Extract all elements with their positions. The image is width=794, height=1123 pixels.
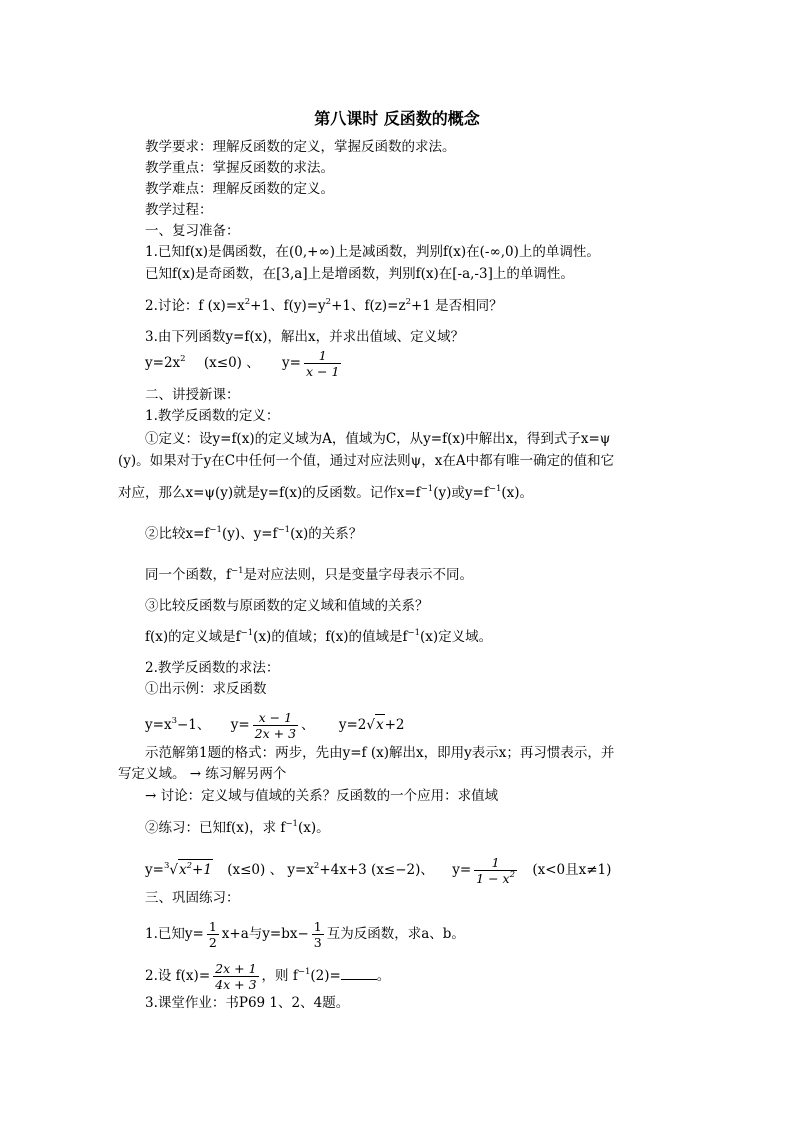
text: +1、f(z)=z	[331, 298, 406, 314]
section-heading-review: 一、复习准备：	[145, 223, 240, 239]
text: y=	[282, 355, 301, 371]
numerator: x − 1	[258, 710, 293, 725]
text: 2.设 f(x)=	[145, 968, 211, 984]
text: (2)=	[310, 968, 341, 984]
teaching-key-point: 教学重点：掌握反函数的求法。	[145, 160, 334, 176]
superscript: 2	[509, 870, 516, 880]
text: −1、	[176, 717, 211, 733]
compare-domain-question: ③比较反函数与原函数的定义域和值域的关系？	[145, 598, 429, 614]
teaching-requirement: 教学要求：理解反函数的定义，掌握反函数的求法。	[145, 139, 456, 155]
superscript: −1	[231, 566, 244, 576]
page-title: 第八课时 反函数的概念	[314, 109, 480, 128]
superscript: 2	[244, 297, 251, 307]
text: (x)。	[297, 820, 330, 836]
homework-line: 3.课堂作业：书P69 1、2、4题。	[145, 995, 350, 1011]
denominator: 2	[208, 935, 217, 950]
review-item-3-equations	[145, 348, 344, 379]
text: 、	[301, 717, 315, 733]
same-function-note	[145, 565, 473, 585]
topic-2-heading: 2.教学反函数的求法：	[145, 660, 280, 676]
root-index: 3	[163, 861, 170, 871]
text: f(x)的定义域是f	[145, 629, 241, 645]
text: y=x	[145, 717, 172, 733]
text: 对应，那么x=ψ(y)就是y=f(x)的反函数。记作x=f	[118, 485, 421, 501]
text: y=	[145, 862, 164, 878]
text: (y)、y=f	[221, 526, 278, 542]
text: ②比较x=f	[145, 526, 210, 542]
text: (x)的关系？	[290, 526, 363, 542]
compare-question	[145, 524, 362, 544]
text: (x≤0) 、 y=x	[227, 862, 314, 878]
text: 2.讨论：f (x)=x	[145, 298, 245, 314]
fraction	[474, 855, 517, 886]
review-item-3: 3.由下列函数y=f(x)，解出x，并求出值域、定义域？	[145, 329, 465, 345]
example-equations	[145, 710, 405, 741]
text: +2	[384, 717, 405, 733]
demo-line-2: 写定义域。 → 练习解另两个	[118, 766, 287, 782]
numerator: 2x + 1	[215, 961, 257, 976]
superscript: −1	[488, 484, 502, 494]
exercise-2	[145, 961, 390, 992]
text: y=2x	[145, 355, 181, 371]
demo-line-1: 示范解第1题的格式：两步，先由y=f (x)解出x，即用y表示x；再习惯表示，并	[145, 745, 615, 761]
domain-range-note	[145, 627, 492, 647]
text: 是对应法则，只是变量字母表示不同。	[243, 567, 474, 583]
definition-line-3	[118, 483, 533, 503]
denominator: x − 1	[305, 364, 340, 379]
text: (x)定义域。	[420, 629, 493, 645]
teaching-difficulty: 教学难点：理解反函数的定义。	[145, 181, 334, 197]
section-heading-new-lesson: 二、讲授新课：	[145, 387, 240, 403]
text: +1 是否相同？	[410, 298, 503, 314]
topic-1-heading: 1.教学反函数的定义：	[145, 408, 280, 424]
text: x	[178, 862, 187, 878]
text: (x<0且x≠1)	[532, 862, 612, 878]
superscript: −1	[277, 525, 291, 535]
superscript: 2	[186, 861, 193, 871]
text: 1 − x	[476, 871, 510, 886]
superscript: 2	[325, 297, 332, 307]
superscript: 2	[405, 297, 411, 307]
text: +1、f(y)=y	[250, 298, 326, 314]
denominator: 2x + 3	[254, 726, 297, 741]
superscript: −1	[297, 967, 311, 977]
practice-equations	[145, 855, 611, 886]
text: y=	[452, 862, 472, 878]
superscript: 2	[180, 354, 186, 364]
definition-line-2: (y)。如果对于y在C中任何一个值，通过对应法则ψ，x在A中都有唯一确定的值和它	[118, 453, 615, 469]
fraction	[207, 919, 219, 950]
denominator: 4x + 3	[215, 977, 257, 992]
fraction	[304, 348, 341, 379]
answer-blank	[341, 967, 377, 980]
sqrt-sign: √	[366, 717, 375, 733]
review-item-2	[145, 296, 503, 316]
fraction	[253, 710, 298, 741]
example-heading: ①出示例：求反函数	[145, 681, 267, 697]
superscript: −1	[420, 484, 434, 494]
section-heading-consolidate: 三、巩固练习：	[145, 890, 240, 906]
review-item-1: 1.已知f(x)是偶函数，在(0,+∞)上是减函数，判别f(x)在(-∞,0)上的单调性。	[145, 244, 600, 260]
discussion-line: → 讨论：定义域与值域的关系？反函数的一个应用：求值域	[145, 788, 499, 804]
superscript: −1	[285, 819, 298, 829]
denominator	[474, 870, 517, 886]
superscript: −1	[407, 628, 420, 638]
fraction	[213, 961, 258, 992]
exercise-1	[145, 919, 465, 950]
denominator: 3	[313, 935, 322, 950]
sqrt-sign: √	[169, 862, 178, 878]
text: (x)的值域；f(x)的值域是f	[253, 629, 408, 645]
text: y=2	[338, 717, 367, 733]
text: (y)或y=f	[433, 485, 489, 501]
text: ，则 f	[261, 968, 298, 984]
practice-heading	[145, 818, 330, 838]
text: ②练习：已知f(x)，求 f	[145, 820, 286, 836]
review-item-1b: 已知f(x)是奇函数，在[3,a]上是增函数，判别f(x)在[-a,-3]上的单调性。	[145, 266, 574, 282]
numerator: 1	[313, 919, 322, 934]
superscript: 2	[313, 861, 320, 871]
numerator: 1	[318, 348, 327, 363]
superscript: 3	[171, 716, 177, 726]
numerator: 1	[491, 855, 500, 870]
superscript: −1	[240, 628, 254, 638]
radicand	[178, 859, 213, 880]
text: (x≤0) 、	[203, 355, 260, 371]
text: (x)。	[501, 485, 534, 501]
text: +4x+3 (x≤−2)、	[319, 862, 434, 878]
text: +1	[192, 862, 212, 878]
definition-line-1: ①定义：设y=f(x)的定义域为A，值域为C，从y=f(x)中解出x，得到式子x=ψ	[145, 431, 611, 447]
fraction	[312, 919, 324, 950]
text: y=	[230, 717, 250, 733]
teaching-process-label: 教学过程：	[145, 202, 213, 218]
text: 同一个函数，f	[145, 567, 231, 583]
text: 1.已知y=	[145, 926, 204, 942]
numerator: 1	[208, 919, 217, 934]
radicand: x	[375, 714, 385, 735]
text: 。	[376, 968, 391, 984]
text: x+a与y=bx−	[221, 926, 309, 942]
superscript: −1	[209, 525, 222, 535]
text: 互为反函数，求a、b。	[326, 926, 465, 942]
